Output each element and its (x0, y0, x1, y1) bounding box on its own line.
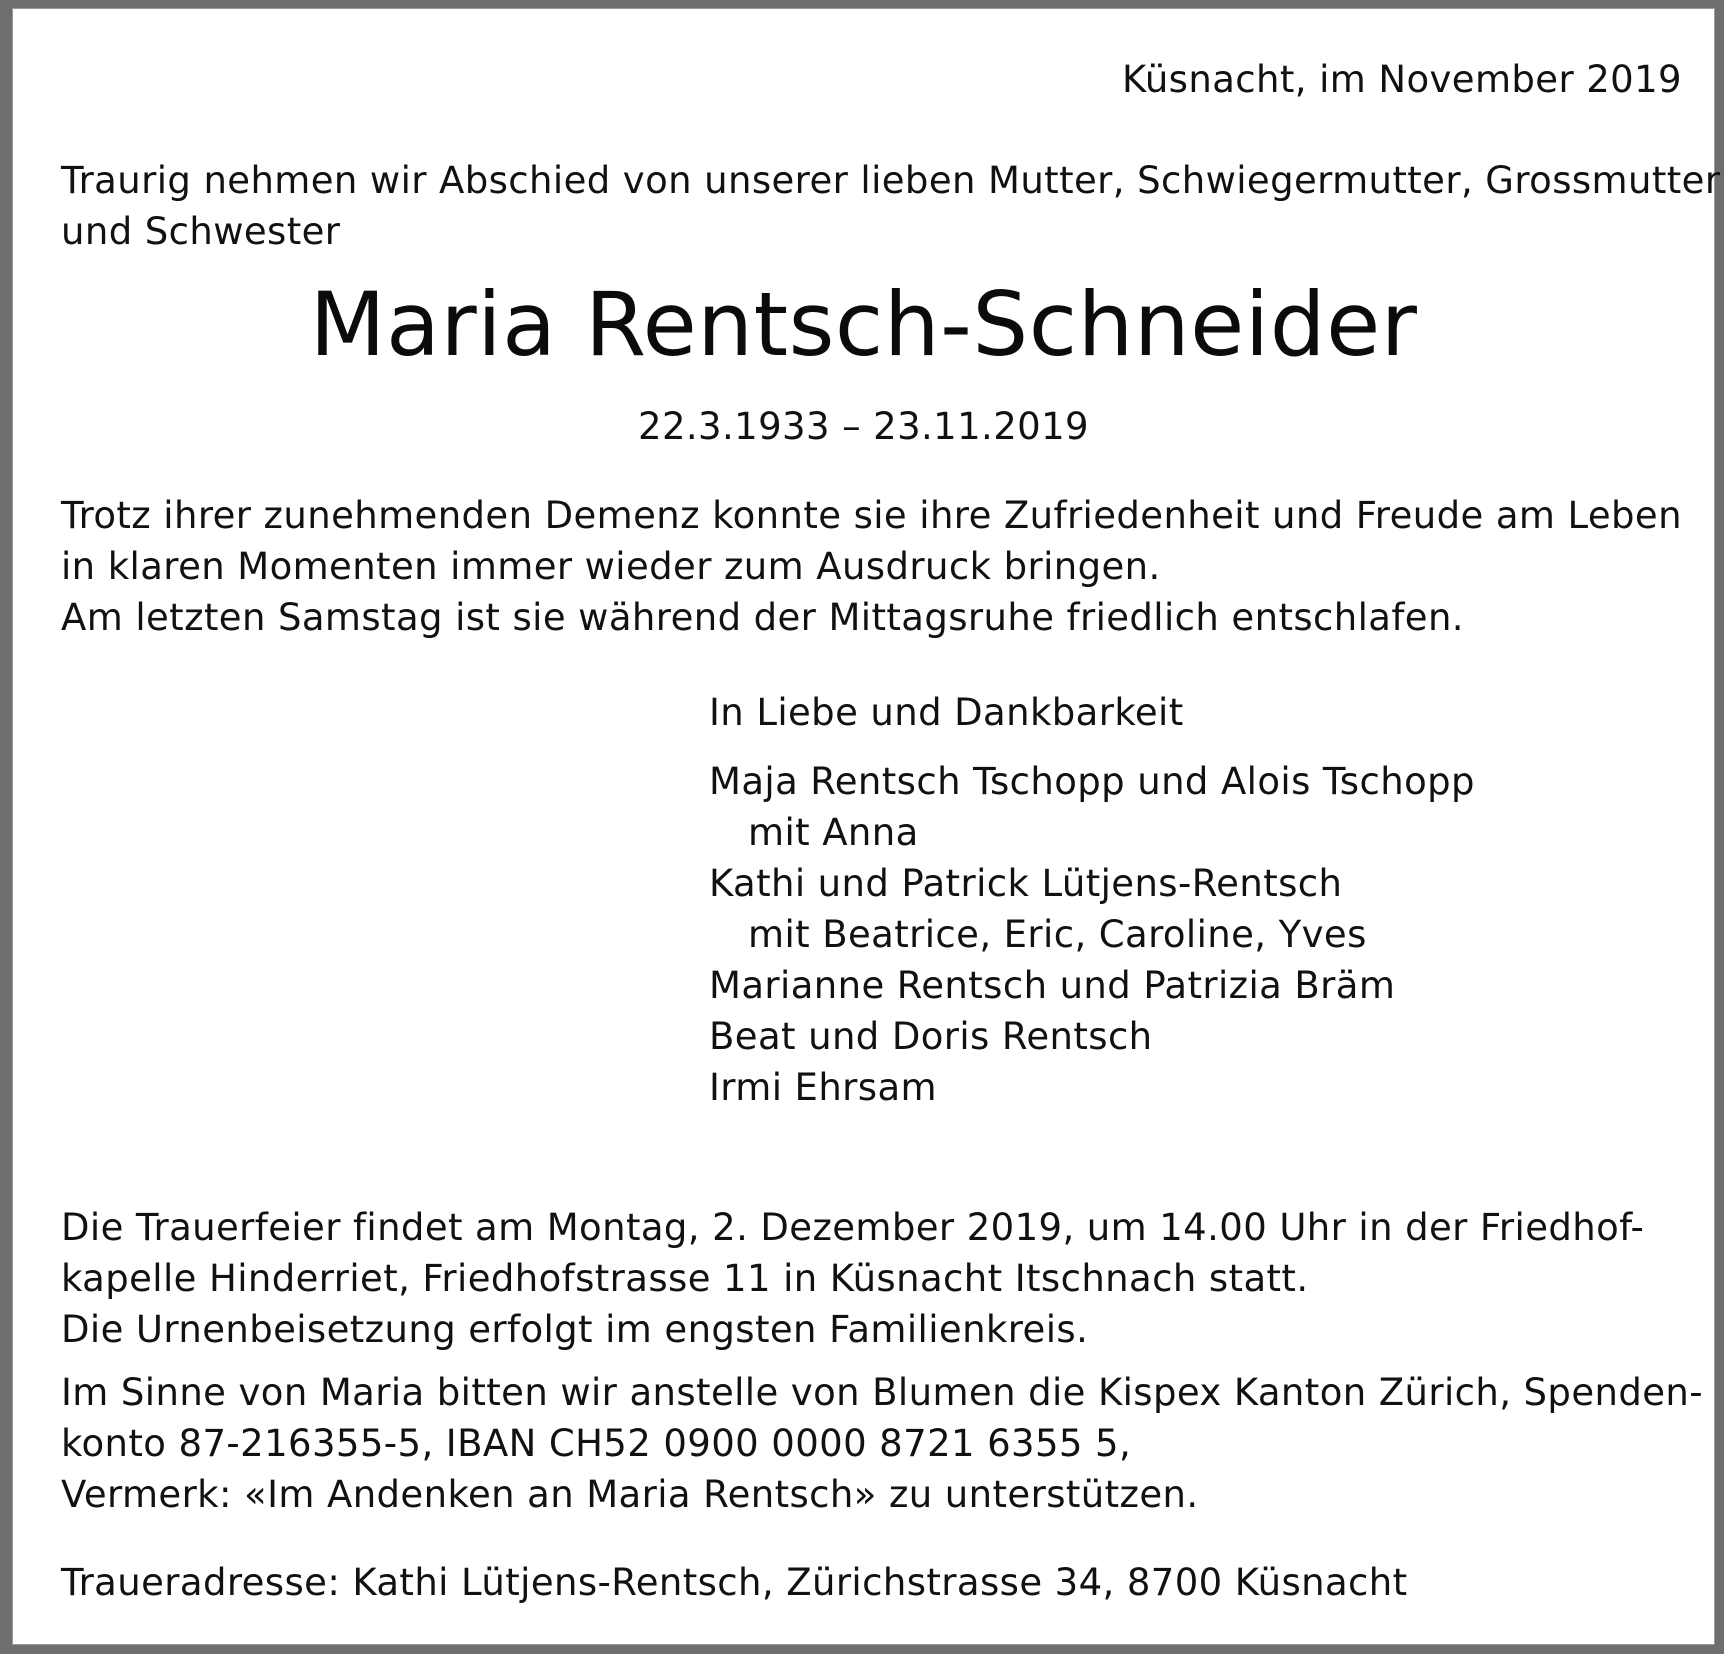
mourner-line: mit Beatrice, Eric, Caroline, Yves (748, 913, 1367, 956)
obituary-notice (12, 8, 1721, 1645)
deceased-name: Maria Rentsch-Schneider (309, 273, 1418, 376)
donation-line: Im Sinne von Maria bitten wir anstelle von Blumen die Kispex Kanton Zürich, Spenden- (61, 1371, 1703, 1414)
mourning-address: Traueradresse: Kathi Lütjens-Rentsch, Zürichstrasse 34, 8700 Küsnacht (61, 1561, 1408, 1604)
mourner-line: Marianne Rentsch und Patrizia Bräm (709, 964, 1396, 1007)
funeral-line: kapelle Hinderriet, Friedhofstrasse 11 in Küsnacht Itschnach statt. (61, 1257, 1309, 1300)
intro-line: Traurig nehmen wir Abschied von unserer lieben Mutter, Schwiegermutter, Grossmutter (61, 159, 1721, 202)
body-line: Trotz ihrer zunehmenden Demenz konnte sie ihre Zufriedenheit und Freude am Leben (61, 494, 1682, 537)
mourner-line: Irmi Ehrsam (709, 1066, 937, 1109)
signoff: In Liebe und Dankbarkeit (709, 691, 1184, 734)
donation-line: konto 87-216355-5, IBAN CH52 0900 0000 8721 6355 5, (61, 1422, 1132, 1465)
life-dates: 22.3.1933 – 23.11.2019 (638, 405, 1089, 448)
mourner-line: Maja Rentsch Tschopp und Alois Tschopp (709, 760, 1475, 803)
body-line: Am letzten Samstag ist sie während der Mittagsruhe friedlich entschlafen. (61, 596, 1464, 639)
funeral-line: Die Trauerfeier findet am Montag, 2. Dezember 2019, um 14.00 Uhr in der Friedhof- (61, 1206, 1645, 1249)
funeral-line: Die Urnenbeisetzung erfolgt im engsten Familienkreis. (61, 1308, 1089, 1351)
mourner-line: Kathi und Patrick Lütjens-Rentsch (709, 862, 1343, 905)
mourner-line: Beat und Doris Rentsch (709, 1015, 1153, 1058)
donation-line: Vermerk: «Im Andenken an Maria Rentsch» zu unterstützen. (61, 1473, 1199, 1516)
body-line: in klaren Momenten immer wieder zum Ausdruck bringen. (61, 545, 1161, 588)
intro-line: und Schwester (61, 210, 341, 253)
mourner-line: mit Anna (748, 811, 919, 854)
place-date: Küsnacht, im November 2019 (1122, 58, 1682, 101)
